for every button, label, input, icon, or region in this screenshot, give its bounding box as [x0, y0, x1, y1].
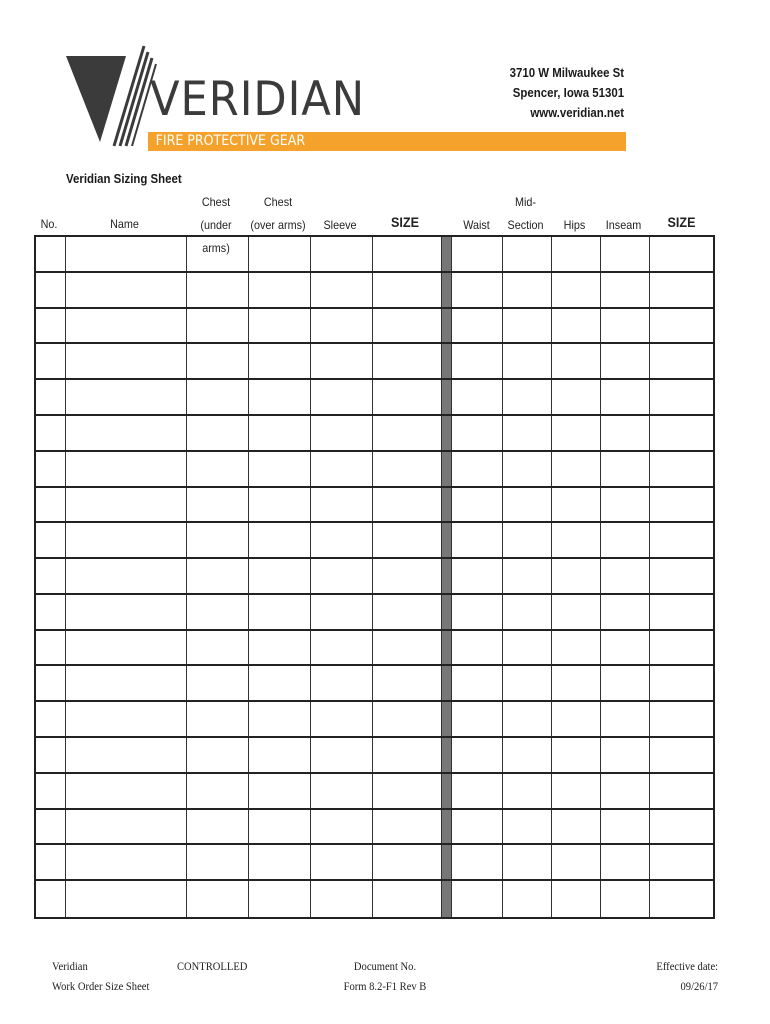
- header-chest-over-line2: (over arms): [250, 218, 306, 232]
- table-row[interactable]: [36, 416, 713, 452]
- footer-document: [328, 956, 442, 996]
- header-chest-over-line1: Chest: [263, 195, 293, 209]
- header-mid-section-line1: Mid-: [514, 195, 537, 209]
- footer-company-name: Veridian: [52, 959, 88, 973]
- table-row[interactable]: [36, 810, 713, 846]
- table-row[interactable]: [36, 488, 713, 524]
- website-link[interactable]: www.veridian.net: [530, 105, 624, 120]
- table-row[interactable]: [36, 559, 713, 595]
- table-row[interactable]: [36, 881, 713, 917]
- sizing-table: [34, 235, 715, 919]
- table-row[interactable]: [36, 702, 713, 738]
- table-row[interactable]: [36, 452, 713, 488]
- table-row[interactable]: [36, 344, 713, 380]
- address-city: Spencer, Iowa 51301: [512, 85, 624, 100]
- logo-flame-mark-icon: [60, 42, 160, 152]
- header-chest-under-line2: (under arms): [200, 218, 232, 255]
- header-chest-under-line1: Chest: [201, 195, 231, 209]
- header-inseam: Inseam: [605, 218, 642, 232]
- header-size-jacket: SIZE: [390, 214, 420, 230]
- company-address: [510, 63, 624, 123]
- footer-doc-number: Form 8.2-F1 Rev B: [343, 979, 427, 993]
- table-row[interactable]: [36, 631, 713, 667]
- header-no: No.: [40, 217, 58, 231]
- footer-form-name: Work Order Size Sheet: [52, 979, 150, 993]
- footer-controlled-label: CONTROLLED: [177, 959, 248, 973]
- address-street: 3710 W Milwaukee St: [509, 65, 624, 80]
- table-row[interactable]: [36, 523, 713, 559]
- table-row[interactable]: [36, 774, 713, 810]
- header-name: Name: [110, 217, 139, 231]
- header-sleeve: Sleeve: [323, 218, 357, 232]
- header-mid-section-line2: Section: [507, 218, 544, 232]
- header-size-pants: SIZE: [667, 214, 696, 230]
- table-row[interactable]: [36, 273, 713, 309]
- tagline: FIRE PROTECTIVE GEAR: [152, 133, 309, 150]
- table-row[interactable]: [36, 738, 713, 774]
- footer-company: [52, 956, 149, 996]
- table-row[interactable]: [36, 237, 713, 273]
- footer-status: [177, 956, 247, 976]
- table-row[interactable]: [36, 380, 713, 416]
- sheet-title: Veridian Sizing Sheet: [66, 171, 182, 186]
- table-row[interactable]: [36, 845, 713, 881]
- footer-effective-date: 09/26/17: [680, 979, 718, 993]
- footer-effective: [656, 956, 718, 996]
- table-row[interactable]: [36, 309, 713, 345]
- brand-name: VERIDIAN: [150, 72, 366, 127]
- footer-effective-label: Effective date:: [656, 959, 718, 973]
- header-hips: Hips: [563, 218, 586, 232]
- header-waist: Waist: [463, 218, 490, 232]
- table-row[interactable]: [36, 666, 713, 702]
- table-row[interactable]: [36, 595, 713, 631]
- footer-doc-label: Document No.: [353, 959, 417, 973]
